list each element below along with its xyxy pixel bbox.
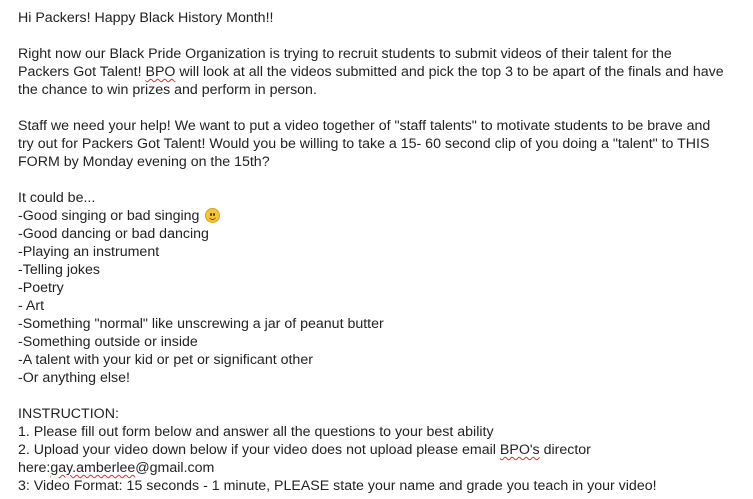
instruction-step-3: 3: Video Format: 15 seconds - 1 minute, PLEASE state your name and grade you teach in your video! — [18, 478, 657, 494]
idea-item: -Something outside or inside — [18, 334, 198, 350]
blank-line — [18, 171, 748, 189]
intro-text: will look at all the videos submitted and pick the top 3 to be apart of the finals and have — [175, 64, 724, 80]
instruction-step-2 — [18, 441, 748, 459]
intro-line-1: Right now our Black Pride Organization is trying to recruit students to submit videos of their talent for the — [18, 46, 672, 62]
intro-line-3: the chance to win prizes and perform in person. — [18, 82, 317, 98]
idea-item: -Playing an instrument — [18, 244, 160, 260]
idea-item: -Poetry — [18, 280, 64, 296]
blank-line — [18, 27, 748, 45]
idea-item: -A talent with your kid or pet or significant other — [18, 352, 313, 368]
idea-item: -Good dancing or bad dancing — [18, 226, 209, 242]
ideas-heading: It could be... — [18, 190, 96, 206]
instructions-heading: INSTRUCTION: — [18, 406, 119, 422]
greeting-line: Hi Packers! Happy Black History Month!! — [18, 10, 274, 26]
idea-text: -Good singing or bad singing — [18, 208, 200, 224]
idea-item: -Something "normal" like unscrewing a jar of peanut butter — [18, 316, 384, 332]
idea-item: -Telling jokes — [18, 262, 101, 278]
blank-line — [18, 387, 748, 405]
instruction-email-line — [18, 459, 748, 477]
here-label: here: — [18, 460, 51, 476]
instruction-text: 2. Upload your video down below if your video does not upload please email — [18, 442, 500, 458]
idea-item: -Or anything else! — [18, 370, 130, 386]
idea-item: - Art — [18, 298, 45, 314]
announcement-document — [18, 9, 748, 495]
idea-item — [18, 207, 748, 225]
staff-line-1: Staff we need your help! We want to put a video together of "staff talents" to motivate students to be brave and — [18, 118, 711, 134]
email-domain: @gmail.com — [135, 460, 215, 476]
blank-line — [18, 99, 748, 117]
instruction-step-1: 1. Please fill out form below and answer all the questions to your best ability — [18, 424, 494, 440]
instruction-text: director — [539, 442, 591, 458]
bpos-spellcheck-word: BPO's — [499, 442, 540, 458]
bpo-spellcheck-word: BPO — [145, 64, 176, 80]
staff-line-3: FORM by Monday evening on the 15th? — [18, 154, 270, 170]
staff-line-2: try out for Packers Got Talent! Would you be willing to take a 15- 60 second clip of you doing a "talent" to THIS — [18, 136, 710, 152]
intro-text: Packers Got Talent! — [18, 64, 146, 80]
intro-line-2 — [18, 63, 748, 81]
slightly-smiling-face-icon — [205, 208, 220, 223]
email-spellcheck-word: gay.amberlee — [50, 460, 136, 476]
